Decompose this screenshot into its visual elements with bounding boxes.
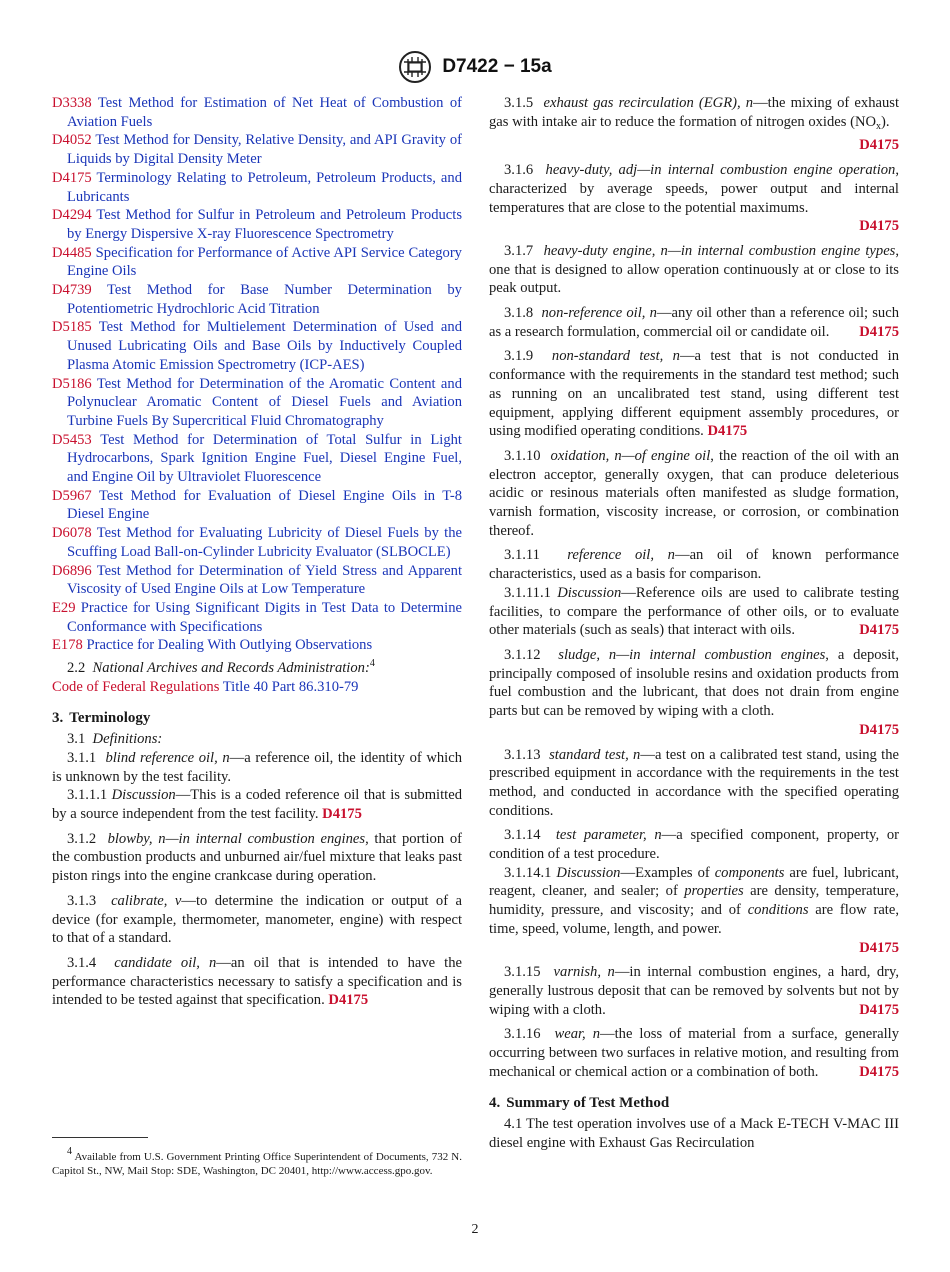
left-column — [52, 94, 462, 1010]
cite-d4175[interactable]: D4175 — [859, 137, 899, 154]
reference-title[interactable]: Test Method for Multielement Determination of Used and Unused Lubricating Oils and Base Oils by Inductively Coupled Plasma Atomic Emission Spectrometry (ICP-AES) — [67, 319, 462, 373]
reference-title[interactable]: Test Method for Base Number Determination by Potentiometric Hydrochloric Acid Titration — [67, 282, 462, 317]
cite-d4175[interactable]: D4175 — [707, 423, 748, 440]
reference-item[interactable] — [52, 375, 462, 431]
reference-code[interactable]: D5186 — [52, 375, 92, 392]
def-3-1-11: 3.1.11 reference oil, n—an oil of known performance characteristics, used as a basis for comparison. — [489, 547, 899, 583]
def-3-1-2: 3.1.2 blowby, n—in internal combustion engines, that portion of the combustion products and unburned air/fuel mixture that leaks past piston rings into the engine crankcase during operation. — [52, 830, 462, 885]
footnote-rule — [52, 1137, 148, 1138]
reference-item[interactable] — [52, 636, 462, 655]
def-3-1-14: 3.1.14 test parameter, n—a specified component, property, or condition of a test procedure. — [489, 827, 899, 863]
def-3-1-13: 3.1.13 standard test, n—a test on a calibrated test stand, using the prescribed equipment in accordance with the requirements in the test method, and conducted in accordance with the specified operating conditions. — [489, 746, 900, 819]
reference-item[interactable] — [52, 431, 462, 487]
cite-d4175[interactable]: D4175 — [328, 992, 369, 1009]
reference-item[interactable] — [52, 524, 462, 561]
reference-item[interactable] — [52, 244, 462, 281]
def-3-1-9: 3.1.9 non-standard test, n—a test that is not conducted in conformance with the requirements in the standard test method; such as running on an uncalibrated test stand, using different test equipment, applying different equipment assembly procedures, or using modified operating conditions. D4175 — [489, 348, 899, 440]
reference-item[interactable] — [52, 599, 462, 636]
def-3-1-4: 3.1.4 candidate oil, n—an oil that is intended to have the performance characteristics necessary to satisfy a specification and is intended to be tested against that specification. D4175 — [52, 954, 463, 1009]
cite-d4175[interactable]: D4175 — [322, 806, 362, 823]
document-id: D7422 − 15a — [442, 56, 552, 77]
reference-code[interactable]: D5185 — [52, 319, 92, 336]
reference-title[interactable]: Test Method for Determination of Total Sulfur in Light Hydrocarbons, Spark Ignition Engine Fuel, Diesel Engine Fuel, and Engine Oil by Ultraviolet Fluorescence — [67, 431, 462, 486]
cite-d4175[interactable]: D4175 — [859, 1001, 899, 1018]
section-3-heading: 3. Terminology — [52, 709, 151, 726]
reference-code[interactable]: D3338 — [52, 95, 92, 111]
reference-title[interactable]: Test Method for Estimation of Net Heat of Combustion of Aviation Fuels — [67, 95, 462, 130]
astm-logo-icon — [398, 50, 432, 84]
reference-code[interactable]: D4175 — [52, 169, 92, 186]
reference-item[interactable] — [52, 206, 462, 243]
def-3-1-14-1: 3.1.14.1 Discussion—Examples of components are fuel, lubricant, reagent, cleaner, and sealer; of properties are density, temperature, humidity, pressure, and viscosity; and of conditions are flow rate, time, speed, volume, length, and power. D4175 — [489, 864, 900, 956]
reference-code[interactable]: E178 — [52, 637, 83, 654]
reference-item[interactable] — [52, 169, 462, 206]
reference-title[interactable]: Terminology Relating to Petroleum, Petroleum Products, and Lubricants — [67, 169, 462, 205]
def-3-1-8: 3.1.8 non-reference oil, n—any oil other than a reference oil; such as a research formulation, commercial oil or candidate oil. D4175 — [489, 305, 899, 340]
reference-code[interactable]: D4052 — [52, 132, 92, 149]
reference-title[interactable]: Test Method for Determination of Yield Stress and Apparent Viscosity of Used Engine Oils at Low Temperature — [67, 562, 462, 598]
reference-item[interactable] — [52, 94, 462, 131]
reference-code[interactable]: D6078 — [52, 525, 92, 542]
def-3-1-6: 3.1.6 heavy-duty, adj—in internal combustion engine operation, characterized by average speeds, power output and internal temperatures that are close to the potential maximums. D4175 — [489, 162, 900, 235]
def-3-1: 3.1 Definitions: — [67, 731, 163, 748]
footnote-4: 4 Available from U.S. Government Printing Office Superintendent of Documents, 732 N. Capitol St., NW, Mail Stop: SDE, Washington, DC 20401, http://www.access.gpo.gov. — [52, 1146, 462, 1177]
reference-code[interactable]: D4294 — [52, 207, 92, 224]
referenced-documents-list — [52, 94, 462, 655]
reference-item[interactable] — [52, 318, 462, 374]
reference-item[interactable] — [52, 562, 462, 599]
cfr-reference[interactable]: Code of Federal Regulations Title 40 Part 86.310-79 — [52, 678, 359, 695]
page-header — [0, 50, 950, 84]
reference-item[interactable] — [52, 131, 462, 168]
cite-d4175[interactable]: D4175 — [859, 218, 899, 235]
reference-title[interactable]: Practice for Using Significant Digits in Test Data to Determine Conformance with Specifications — [67, 599, 462, 635]
reference-item[interactable] — [52, 487, 462, 524]
def-3-1-5: 3.1.5 exhaust gas recirculation (EGR), n—the mixing of exhaust gas with intake air to reduce the formation of nitrogen oxides $(NO_x)$. D4175 — [489, 95, 900, 154]
reference-code[interactable]: D4485 — [52, 244, 92, 261]
right-column — [489, 94, 899, 1153]
cite-d4175[interactable]: D4175 — [859, 939, 899, 956]
cite-d4175[interactable]: D4175 — [859, 323, 899, 340]
reference-title[interactable]: Test Method for Density, Relative Density, and API Gravity of Liquids by Digital Density Meter — [67, 132, 462, 168]
reference-code[interactable]: D4739 — [52, 282, 92, 299]
cite-d4175[interactable]: D4175 — [859, 622, 899, 639]
reference-code[interactable]: D6896 — [52, 562, 92, 579]
reference-title[interactable]: Practice for Dealing With Outlying Observations — [86, 637, 373, 654]
reference-title[interactable]: Test Method for Sulfur in Petroleum and Petroleum Products by Energy Dispersive X-ray Fluorescence Spectrometry — [67, 207, 462, 242]
def-3-1-1: 3.1.1 blind reference oil, n—a reference oil, the identity of which is unknown by the test facility. — [52, 749, 463, 785]
def-3-1-7: 3.1.7 heavy-duty engine, n—in internal combustion engine types, one that is designed to allow operation continuously at or close to its peak output. — [489, 242, 900, 297]
paragraph-2-2: 2.2 National Archives and Records Administration:$^4$ — [67, 658, 375, 677]
reference-code[interactable]: D5453 — [52, 431, 92, 448]
def-3-1-3: 3.1.3 calibrate, v—to determine the indication or output of a device (for example, thermometer, manometer, engine) with respect to that of a standard. — [52, 892, 463, 947]
def-3-1-16: 3.1.16 wear, n—the loss of material from a surface, generally occurring between two surfaces in relative motion, and resulting from mechanical or chemical action or a combination of both. D4175 — [489, 1026, 899, 1080]
def-3-1-10: 3.1.10 oxidation, n—of engine oil, the reaction of the oil with an electron acceptor, generally oxygen, that can produce deleterious acidic or resinous materials often manifested as sludge formation, varnish formation, viscosity increase, or corrosion, or combination thereof. — [489, 447, 900, 539]
def-3-1-12: 3.1.12 sludge, n—in internal combustion engines, a deposit, principally composed of insoluble resins and oxidation products from fuel combustion and the lubricant, that does not drain from engine parts but can be removed by wiping with a cloth. D4175 — [489, 647, 899, 738]
cite-d4175[interactable]: D4175 — [859, 721, 899, 738]
reference-title[interactable]: Test Method for Evaluating Lubricity of Diesel Fuels by the Scuffing Load Ball-on-Cylinder Lubricity Evaluator (SLBOCLE) — [67, 525, 463, 560]
reference-title[interactable]: Specification for Performance of Active API Service Category Engine Oils — [67, 244, 462, 280]
reference-title[interactable]: Test Method for Evaluation of Diesel Engine Oils in T-8 Diesel Engine — [67, 487, 462, 523]
section-4-heading: 4. Summary of Test Method — [489, 1094, 670, 1111]
reference-code[interactable]: D5967 — [52, 487, 92, 504]
paragraph-4-1: 4.1 The test operation involves use of a Mack E-TECH V-MAC III diesel engine with Exhaust Gas Recirculation — [489, 1116, 899, 1151]
cite-d4175[interactable]: D4175 — [859, 1063, 899, 1080]
def-3-1-11-1: 3.1.11.1 Discussion—Reference oils are used to calibrate testing facilities, to compare the performance of other oils, or to evaluate other materials (such as seals) that interact with oils. D4175 — [489, 584, 899, 639]
page-number: 2 — [471, 1222, 479, 1237]
def-3-1-1-1: 3.1.1.1 Discussion—This is a coded reference oil that is submitted by a source independent from the test facility. D4175 — [52, 787, 462, 823]
def-3-1-15: 3.1.15 varnish, n—in internal combustion engines, a hard, dry, generally lustrous deposit that can be removed by solvents but not by wiping with a cloth. D4175 — [489, 964, 900, 1018]
reference-item[interactable] — [52, 281, 462, 318]
reference-code[interactable]: E29 — [52, 599, 76, 616]
reference-title[interactable]: Test Method for Determination of the Aromatic Content and Polynuclear Aromatic Content of Diesel Fuels and Aviation Turbine Fuels By Supercritical Fluid Chromatography — [67, 375, 462, 429]
